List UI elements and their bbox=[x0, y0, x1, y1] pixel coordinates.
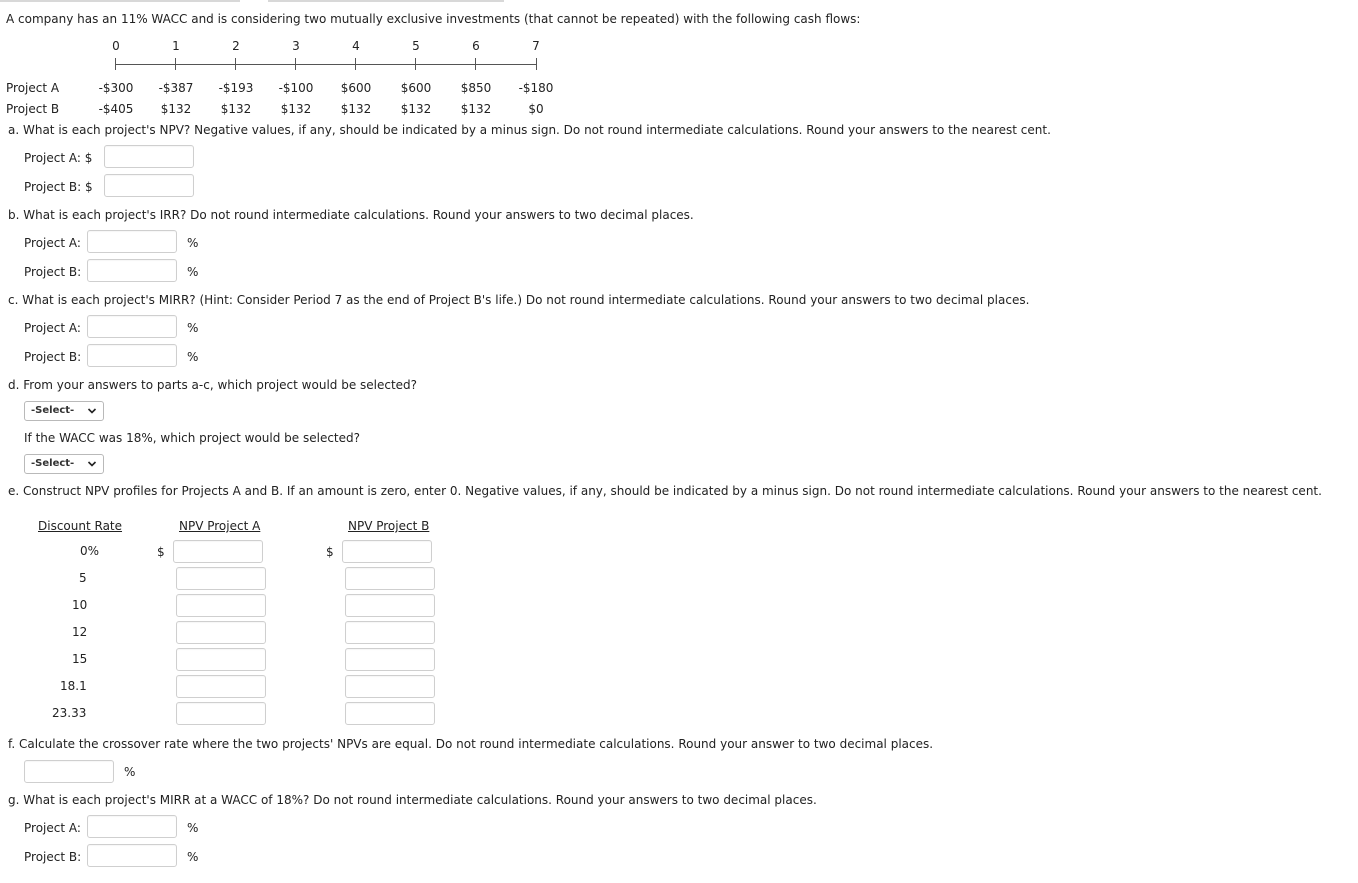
project-select-dropdown-18[interactable] bbox=[24, 454, 104, 474]
dollar-sign: $ bbox=[157, 545, 165, 559]
question-f: f. Calculate the crossover rate where the two projects' NPVs are equal. Do not round intermediate calculations. Round your answer to two decimal places. bbox=[8, 737, 934, 751]
discount-rate-cell: 5 bbox=[79, 571, 87, 585]
percent-unit: % bbox=[187, 850, 199, 864]
discount-rate-cell: 15 bbox=[72, 652, 88, 666]
period-label: 7 bbox=[532, 39, 540, 53]
project-b-flow: $132 bbox=[160, 102, 192, 116]
intro-text: A company has an 11% WACC and is considering two mutually exclusive investments (that cannot be repeated) with the following cash flows: bbox=[6, 12, 861, 26]
question-c: c. What is each project's MIRR? (Hint: Consider Period 7 as the end of Project B's life.) Do not round intermediate calculations. Round your answers to two decimal places. bbox=[8, 293, 1030, 307]
project-b-flow: $132 bbox=[460, 102, 492, 116]
npv-a-profile-input[interactable] bbox=[176, 567, 266, 590]
percent-unit: % bbox=[124, 765, 136, 779]
period-label: 4 bbox=[352, 39, 360, 53]
project-b-flow: $132 bbox=[400, 102, 432, 116]
mirr-a-label: Project A: bbox=[24, 321, 81, 335]
period-label: 2 bbox=[232, 39, 240, 53]
chevron-down-icon bbox=[87, 406, 97, 416]
mirr18-a-label: Project A: bbox=[24, 821, 81, 835]
period-label: 5 bbox=[412, 39, 420, 53]
npv-b-input[interactable] bbox=[104, 174, 194, 197]
period-label: 1 bbox=[172, 39, 180, 53]
npv-a-profile-input[interactable] bbox=[176, 702, 266, 725]
top-divider-left bbox=[0, 0, 240, 2]
percent-unit: % bbox=[187, 236, 199, 250]
question-g: g. What is each project's MIRR at a WACC of 18%? Do not round intermediate calculations. Round your answers to two decimal places. bbox=[8, 793, 817, 807]
discount-rate-cell: 18.1 bbox=[60, 679, 87, 693]
npv-b-profile-input[interactable] bbox=[342, 540, 432, 563]
period-label: 3 bbox=[292, 39, 300, 53]
project-b-label: Project B bbox=[6, 102, 60, 116]
project-b-flow: -$405 bbox=[98, 102, 134, 116]
project-a-flow: -$193 bbox=[218, 81, 254, 95]
project-a-flow: -$180 bbox=[518, 81, 554, 95]
mirr18-b-label: Project B: bbox=[24, 850, 82, 864]
question-b: b. What is each project's IRR? Do not round intermediate calculations. Round your answers to two decimal places. bbox=[8, 208, 694, 222]
project-b-flow: $132 bbox=[220, 102, 252, 116]
project-a-label: Project A bbox=[6, 81, 60, 95]
npv-a-profile-input[interactable] bbox=[176, 675, 266, 698]
project-a-flow: $600 bbox=[400, 81, 432, 95]
npv-b-label: Project B: $ bbox=[24, 180, 93, 194]
discount-rate-cell: 10 bbox=[72, 598, 88, 612]
project-a-flow: $850 bbox=[460, 81, 492, 95]
npv-b-profile-input[interactable] bbox=[345, 594, 435, 617]
col-header-npv-b: NPV Project B bbox=[348, 519, 430, 533]
irr-a-label: Project A: bbox=[24, 236, 81, 250]
select-value: -Select- bbox=[31, 405, 75, 416]
col-header-npv-a: NPV Project A bbox=[179, 519, 261, 533]
project-b-flow: $132 bbox=[340, 102, 372, 116]
timeline-tick bbox=[355, 58, 356, 70]
project-a-flow: -$300 bbox=[98, 81, 134, 95]
project-a-flow: $600 bbox=[340, 81, 372, 95]
project-a-flow: -$100 bbox=[278, 81, 314, 95]
timeline-tick bbox=[295, 58, 296, 70]
mirr18-a-input[interactable] bbox=[87, 815, 177, 838]
discount-rate-cell: 0% bbox=[80, 544, 100, 558]
percent-unit: % bbox=[187, 821, 199, 835]
percent-unit: % bbox=[187, 350, 199, 364]
percent-unit: % bbox=[187, 321, 199, 335]
timeline-tick bbox=[235, 58, 236, 70]
project-b-flow: $0 bbox=[528, 102, 544, 116]
mirr-a-input[interactable] bbox=[87, 315, 177, 338]
question-e: e. Construct NPV profiles for Projects A and B. If an amount is zero, enter 0. Negative values, if any, should be indicated by a minus sign. Do not round intermediate calculations. Round your answers to the nearest cent. bbox=[8, 484, 1322, 498]
npv-a-profile-input[interactable] bbox=[176, 621, 266, 644]
timeline-tick bbox=[415, 58, 416, 70]
timeline-axis bbox=[115, 64, 537, 65]
npv-a-profile-input[interactable] bbox=[173, 540, 263, 563]
question-d: d. From your answers to parts a-c, which project would be selected? bbox=[8, 378, 418, 392]
period-label: 6 bbox=[472, 39, 480, 53]
irr-b-input[interactable] bbox=[87, 259, 177, 282]
npv-b-profile-input[interactable] bbox=[345, 675, 435, 698]
irr-b-label: Project B: bbox=[24, 265, 82, 279]
npv-a-profile-input[interactable] bbox=[176, 648, 266, 671]
col-header-discount-rate: Discount Rate bbox=[38, 519, 123, 533]
project-a-flow: -$387 bbox=[158, 81, 194, 95]
select-value: -Select- bbox=[31, 458, 75, 469]
question-a: a. What is each project's NPV? Negative values, if any, should be indicated by a minus sign. Do not round intermediate calculations. Round your answers to the nearest cent. bbox=[8, 123, 1051, 137]
project-b-flow: $132 bbox=[280, 102, 312, 116]
irr-a-input[interactable] bbox=[87, 230, 177, 253]
npv-a-profile-input[interactable] bbox=[176, 594, 266, 617]
timeline-tick bbox=[175, 58, 176, 70]
timeline-tick bbox=[475, 58, 476, 70]
question-d2: If the WACC was 18%, which project would be selected? bbox=[24, 431, 360, 445]
crossover-rate-input[interactable] bbox=[24, 760, 114, 783]
mirr-b-label: Project B: bbox=[24, 350, 82, 364]
top-divider-right bbox=[268, 0, 504, 2]
npv-a-label: Project A: $ bbox=[24, 151, 93, 165]
percent-unit: % bbox=[187, 265, 199, 279]
mirr18-b-input[interactable] bbox=[87, 844, 177, 867]
timeline-tick bbox=[115, 58, 116, 70]
npv-b-profile-input[interactable] bbox=[345, 567, 435, 590]
discount-rate-cell: 23.33 bbox=[52, 706, 87, 720]
timeline-tick bbox=[536, 58, 537, 70]
project-select-dropdown[interactable] bbox=[24, 401, 104, 421]
period-label: 0 bbox=[112, 39, 120, 53]
npv-b-profile-input[interactable] bbox=[345, 702, 435, 725]
mirr-b-input[interactable] bbox=[87, 344, 177, 367]
npv-b-profile-input[interactable] bbox=[345, 648, 435, 671]
npv-a-input[interactable] bbox=[104, 145, 194, 168]
dollar-sign: $ bbox=[326, 545, 334, 559]
npv-b-profile-input[interactable] bbox=[345, 621, 435, 644]
chevron-down-icon bbox=[87, 459, 97, 469]
discount-rate-cell: 12 bbox=[72, 625, 88, 639]
